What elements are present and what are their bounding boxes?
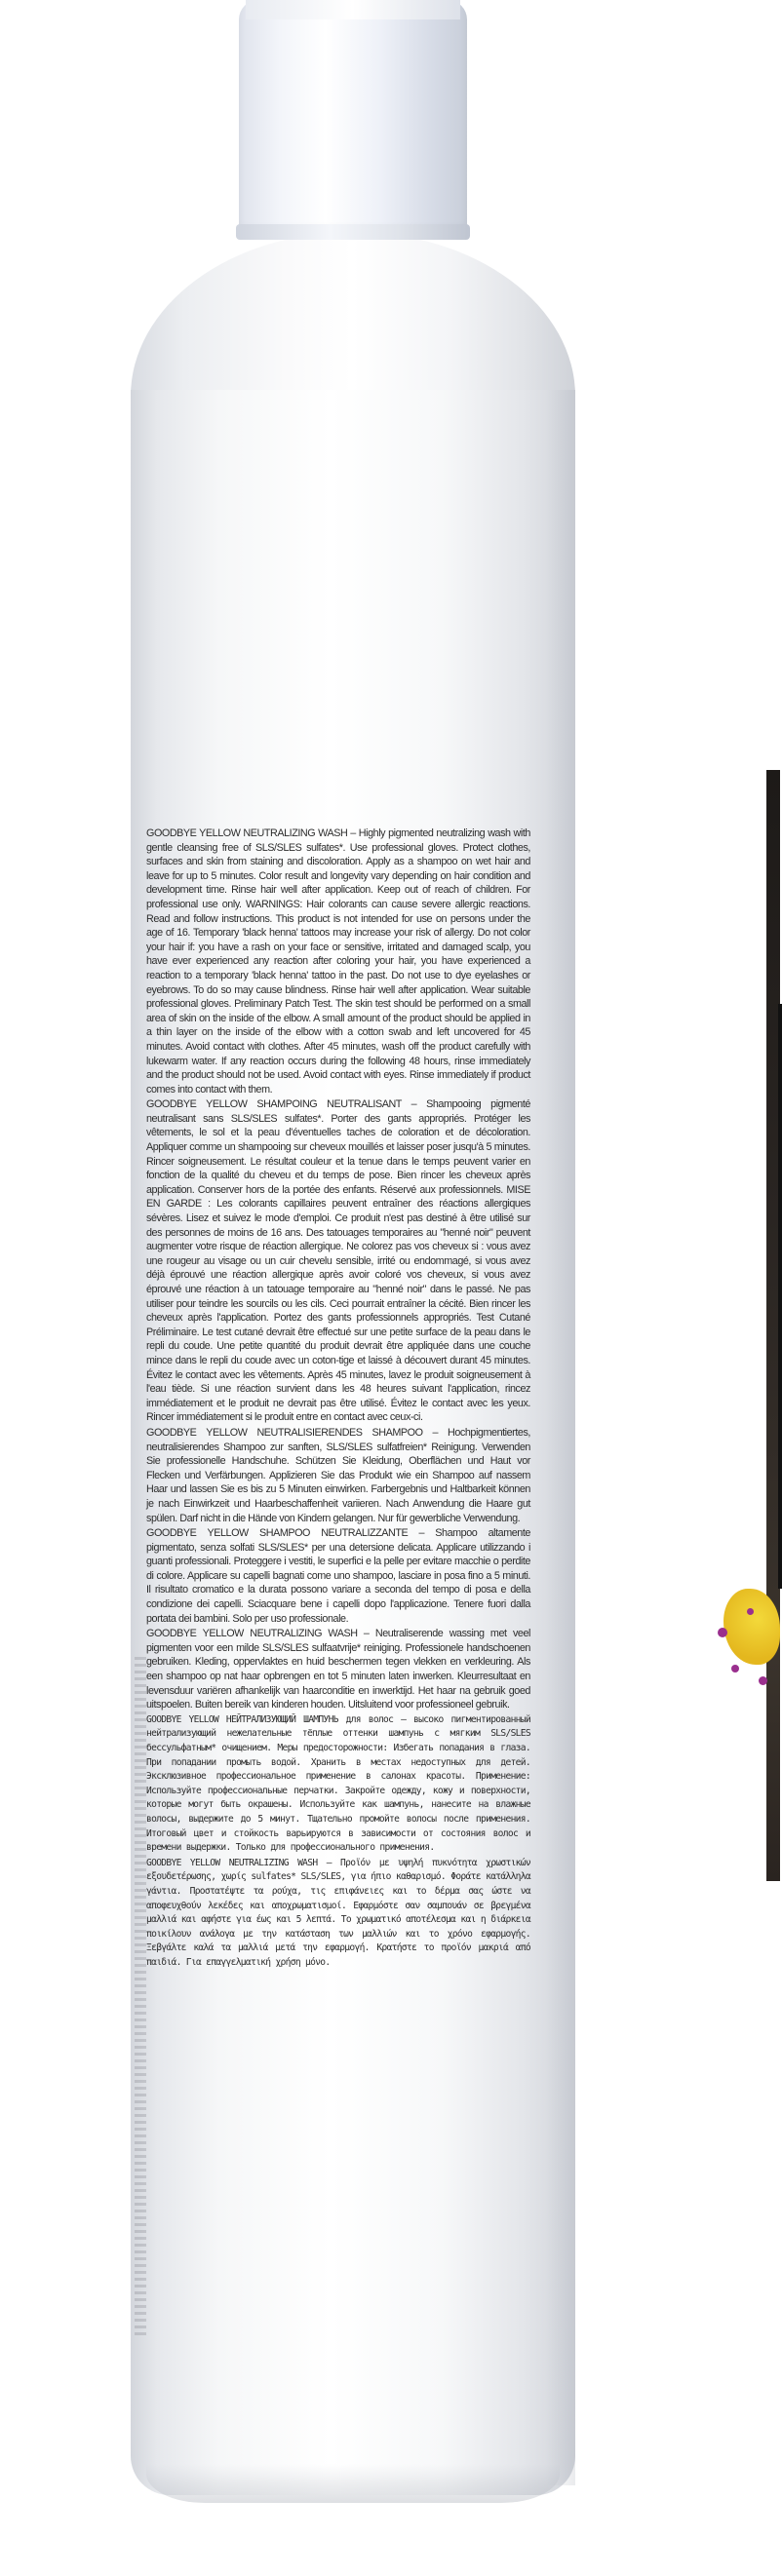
purple-dot xyxy=(718,1628,727,1637)
purple-dot xyxy=(731,1665,739,1672)
label-paragraph-nl: GOODBYE YELLOW NEUTRALIZING WASH – Neutraliserende wassing met veel pigmenten voor een milde SLS/SLES sulfaatvrije* reiniging. Professionele handschoenen gebruiken. Kleding, oppervlaktes en huid beschermen tegen vlekken en verkleuring. Als een shampoo op nat haar opbrengen en tot 5 minuten laten inwerken. Kleurresultaat en levensduur variëren afhankelijk van haarconditie en inwerktijd. Het haar na gebruik goed uitspoelen. Buiten bereik van kinderen houden. Uitsluitend voor professioneel gebruik. xyxy=(146,1628,530,1711)
bottle-shadow xyxy=(546,390,575,2485)
background-product xyxy=(708,770,780,1881)
background-product-bar xyxy=(778,1004,782,1589)
bottle-base xyxy=(146,2464,560,2503)
ingredients-label xyxy=(146,827,538,1968)
cap-ring xyxy=(236,224,470,240)
bottle-edge-print xyxy=(135,1657,146,2339)
label-paragraph-en: GOODBYE YELLOW NEUTRALIZING WASH – Highly pigmented neutralizing wash with gentle cleansing free of SLS/SLES sulfates*. Use professional gloves. Protect clothes, surfaces and skin from staining and discoloration. Apply as a shampoo on wet hair and leave for up to 5 minutes. Color result and longevity vary depending on hair condition and development time. Rinse hair well after application. Keep out of reach of children. For professional use only. WARNINGS: Hair colorants can cause severe allergic reactions. Read and follow instructions. This product is not intended for use on persons under the age of 16. Temporary 'black henna' tattoos may increase your risk of allergy. Do not color your hair if: you have a rash on your face or sensitive, irritated and damaged scalp, you have ever experienced any reaction after coloring your hair, you have experienced a reaction to a temporary 'black henna' tattoo in the past. Do not use to dye eyelashes or eyebrows. To do so may cause blindness. Rinse hair well after application. Wear suitable professional gloves. Preliminary Patch Test. The skin test should be performed on a small area of skin on the inside of the elbow. A small amount of the product should be applied in a thin layer on the inside of the elbow with a cotton swab and left uncovered for 45 minutes. Avoid contact with clothes. After 45 minutes, wash off the product carefully with lukewarm water. If any reaction occurs during the following 48 hours, rinse immediately and the product should not be used. Avoid contact with eyes. Rinse immediately if product comes into contact with them. xyxy=(146,827,530,1096)
label-paragraph-gr: GOODBYE YELLOW NEUTRALIZING WASH – Προϊόν με υψηλή πυκνότητα χρωστικών εξουδετέρωσης, χωρίς sulfates* SLS/SLES, για ήπιο καθαρισμό. Φοράτε κατάλληλα γάντια. Προστατέψτε τα ρούχα, τις επιφάνειες και το δέρμα σας ώστε να αποφευχθούν λεκέδες και αποχρωματισμοί. Εφαρμόστε σαν σαμπουάν σε βρεγμένα μαλλιά και αφήστε για έως και 5 λεπτά. Το χρωματικό αποτέλεσμα και η διάρκεια ποικίλουν ανάλογα με την κατάσταση των μαλλιών και το χρόνο εφαρμογής. Ξεβγάλτε καλά τα μαλλιά μετά την εφαρμογή. Κρατήστε το προϊόν μακριά από παιδιά. Για επαγγελματική χρήση μόνο. xyxy=(146,1857,530,1968)
purple-dot xyxy=(759,1676,767,1685)
label-paragraph-fr: GOODBYE YELLOW SHAMPOING NEUTRALISANT – Shampooing pigmenté neutralisant sans SLS/SLES sulfates*. Porter des gants appropriés. Protéger les vêtements, le sol et la peau d'éventuelles taches de coloration et de décoloration. Appliquer comme un shampooing sur cheveux mouillés et laisser poser jusqu'à 5 minutes. Rincer soigneusement. Le résultat couleur et la tenue dans le temps peuvent varier en fonction de la qualité du cheveu et du temps de pose. Bien rincer les cheveux après application. Conserver hors de la portée des enfants. Réservé aux professionnels. MISE EN GARDE : Les colorants capillaires peuvent entraîner des réactions allergiques sévères. Lisez et suivez le mode d'emploi. Ce produit n'est pas destiné à être utilisé sur des personnes de moins de 16 ans. Des tatouages temporaires au "henné noir" peuvent augmenter votre risque de réaction allergique. Ne colorez pas vos cheveux si : vous avez une rougeur au visage ou un cuir chevelu sensible, irrité ou endommagé, si vous avez déjà éprouvé une réaction allergique après avoir coloré vos cheveux, si vous avez éprouvé une réaction à un tatouage temporaire au "henné noir" dans le passé. Ne pas utiliser pour teindre les sourcils ou les cils. Ceci pourrait entraîner la cécité. Bien rincer les cheveux après l'application. Portez des gants professionnels appropriés. Test Cutané Préliminaire. Le test cutané devrait être effectué sur une petite surface de la peau dans le repli du coude. Une petite quantité du produit devrait être appliquée dans une couche mince dans le repli du coude avec un coton-tige et laissé à découvert durant 45 minutes. Évitez le contact avec les vêtements. Après 45 minutes, lavez le produit soigneusement à l'eau tiède. Si une réaction survient dans les 48 heures suivant l'application, rincez immédiatement et le produit ne devrait pas être utilisé. Évitez le contact avec les yeux. Rincer immédiatement si le produit entre en contact avec ceux-ci. xyxy=(146,1098,530,1424)
cap-top xyxy=(246,0,460,19)
label-paragraph-it: GOODBYE YELLOW SHAMPOO NEUTRALIZZANTE – Shampoo altamente pigmentato, senza solfati SLS/SLES* per una detersione delicata. Applicare utilizzando i guanti professionali. Proteggere i vestiti, le superfici e la pelle per evitare macchie o perdite di colore. Applicare su capelli bagnati come uno shampoo, lasciare in posa fino a 5 minuti. Il risultato cromatico e la durata possono variare a seconda del tempo di posa e della condizione dei capelli. Sciacquare bene i capelli dopo l'applicazione. Tenere fuori dalla portata dei bambini. Solo per uso professionale. xyxy=(146,1527,530,1625)
purple-dot xyxy=(747,1608,754,1615)
label-paragraph-ru: GOODBYE YELLOW НЕЙТРАЛИЗУЮЩИЙ ШАМПУНЬ для волос – высоко пигментированный нейтрализующий нежелательные тёплые оттенки шампунь с мягким SLS/SLES бессульфатным* очищением. Меры предосторожности: Избегать попадания в глаза. При попадании промыть водой. Хранить в местах недоступных для детей. Эксклюзивное профессиональное применение в салонах красоты. Применение: Используйте профессиональные перчатки. Закройте одежду, кожу и поверхности, которые могут быть окрашены. Используйте как шампунь, нанесите на влажные волосы, выдержите до 5 минут. Тщательно промойте волосы после применения. Итоговый цвет и стойкость варьируются в зависимости от состояния волос и времени выдержки. Только для профессионального применения. xyxy=(146,1713,530,1854)
yellow-splash xyxy=(723,1589,780,1665)
label-paragraph-de: GOODBYE YELLOW NEUTRALISIERENDES SHAMPOO – Hochpigmentiertes, neutralisierendes Shampoo zur sanften, SLS/SLES sulfatfreien* Reinigung. Verwenden Sie professionelle Handschuhe. Schützen Sie Kleidung, Oberflächen und Haut vor Flecken und Verfärbungen. Applizieren Sie das Produkt wie ein Shampoo auf nassem Haar und lassen Sie es bis zu 5 Minuten einwirken. Farbergebnis und Haltbarkeit können je nach Einwirkzeit und Haarbeschaffenheit variieren. Nach Anwendung die Haare gut spülen. Darf nicht in die Hände von Kindern gelangen. Nur für gewerbliche Verwendung. xyxy=(146,1426,530,1524)
bottle-cap xyxy=(239,0,467,234)
